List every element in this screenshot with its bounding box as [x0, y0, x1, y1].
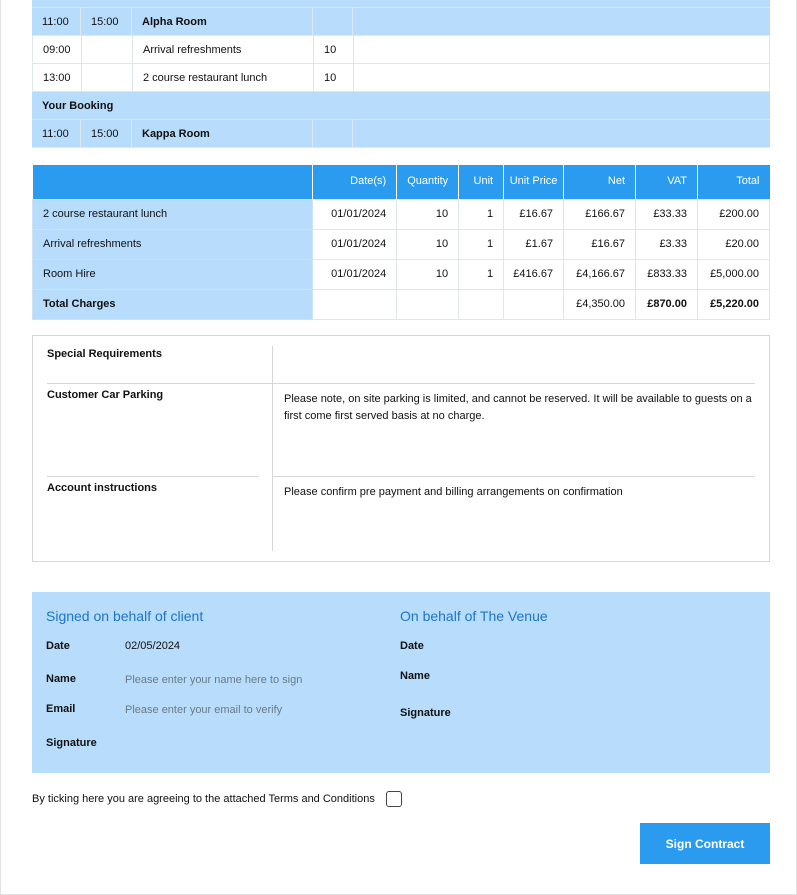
charge-qty: 10 [397, 259, 459, 289]
special-requirements-label: Special Requirements [47, 348, 162, 360]
charge-unit-price: £416.67 [504, 259, 564, 289]
terms-text: By ticking here you are agreeing to the attached Terms and Conditions [32, 793, 375, 805]
charges-header-row [33, 165, 770, 199]
charge-date: 01/01/2024 [313, 199, 397, 229]
signature-panel [32, 592, 770, 773]
room-name: Kappa Room [132, 120, 313, 147]
charge-unit: 1 [459, 259, 504, 289]
car-parking-row [47, 383, 755, 476]
quantity: 10 [314, 36, 354, 63]
charge-total: £200.00 [697, 199, 769, 229]
charge-total: £20.00 [697, 229, 769, 259]
col-header-quantity: Quantity [397, 165, 459, 199]
charge-unit: 1 [459, 199, 504, 229]
date-value: 02/05/2024 [125, 640, 181, 652]
charge-qty: 10 [397, 229, 459, 259]
requirements-box [32, 335, 770, 562]
account-instructions-value: Please confirm pre payment and billing arrangements on confirmation [284, 486, 623, 498]
name-label: Name [46, 673, 76, 685]
charge-item: Arrival refreshments [33, 229, 313, 259]
charge-vat: £833.33 [636, 259, 698, 289]
email-label: Email [46, 703, 76, 715]
start-time: 13:00 [33, 64, 82, 91]
charges-table [32, 165, 770, 320]
end-time: 15:00 [81, 120, 132, 147]
special-requirements-row [47, 336, 755, 383]
charge-unit-price: £1.67 [504, 229, 564, 259]
venue-name-label: Name [400, 670, 430, 682]
client-signature-heading: Signed on behalf of client [46, 608, 204, 624]
sign-contract-button[interactable]: Sign Contract [640, 823, 770, 864]
quantity [313, 8, 353, 35]
col-header-dates: Date(s) [313, 165, 397, 199]
room-name: Alpha Room [132, 8, 313, 35]
account-instructions-row [47, 476, 755, 551]
total-charges-row [33, 289, 770, 319]
account-instructions-label: Account instructions [47, 482, 158, 494]
end-time: 15:00 [81, 8, 132, 35]
terms-checkbox[interactable] [386, 791, 402, 807]
col-header-unit: Unit [459, 165, 504, 199]
charge-unit: 1 [459, 229, 504, 259]
col-header-item [33, 165, 313, 199]
car-parking-label: Customer Car Parking [47, 389, 164, 401]
booking-row [32, 120, 770, 148]
venue-signature-heading: On behalf of The Venue [400, 608, 548, 624]
quantity: 10 [314, 64, 354, 91]
col-header-vat: VAT [636, 165, 698, 199]
email-input[interactable] [125, 702, 355, 718]
special-requirements-value [284, 336, 755, 348]
col-header-net: Net [564, 165, 636, 199]
charge-total: £5,000.00 [697, 259, 769, 289]
signature-label: Signature [46, 737, 97, 749]
charge-item: 2 course restaurant lunch [33, 199, 313, 229]
end-time [82, 36, 133, 63]
start-time: 11:00 [32, 8, 81, 35]
terms-agreement [32, 791, 402, 807]
col-header-total: Total [697, 165, 769, 199]
charge-qty: 10 [397, 199, 459, 229]
total-amount: £5,220.00 [697, 289, 769, 319]
charge-item: Room Hire [33, 259, 313, 289]
schedule-row [32, 64, 770, 92]
item-name: Arrival refreshments [133, 36, 314, 63]
table-row [33, 199, 770, 229]
charge-unit-price: £16.67 [504, 199, 564, 229]
start-time: 11:00 [32, 120, 81, 147]
total-vat: £870.00 [636, 289, 698, 319]
charge-net: £16.67 [564, 229, 636, 259]
schedule-row [32, 36, 770, 64]
table-row [33, 229, 770, 259]
your-booking-heading-row [32, 92, 770, 120]
start-time: 09:00 [33, 36, 82, 63]
total-charges-label: Total Charges [33, 289, 313, 319]
item-name: 2 course restaurant lunch [133, 64, 314, 91]
schedule-row [32, 8, 770, 36]
venue-signature-label: Signature [400, 707, 451, 719]
your-booking-label: Your Booking [42, 99, 114, 112]
charge-net: £166.67 [564, 199, 636, 229]
charge-net: £4,166.67 [564, 259, 636, 289]
col-header-unit-price: Unit Price [504, 165, 564, 199]
total-net: £4,350.00 [564, 289, 636, 319]
date-label: Date [46, 640, 70, 652]
charge-date: 01/01/2024 [313, 229, 397, 259]
charge-vat: £33.33 [636, 199, 698, 229]
venue-date-label: Date [400, 640, 424, 652]
charge-date: 01/01/2024 [313, 259, 397, 289]
schedule-table [32, 0, 770, 148]
car-parking-value: Please note, on site parking is limited, and cannot be reserved. It will be available to guests on a first come first served basis at no charge. [284, 393, 752, 422]
end-time [82, 64, 133, 91]
table-row [33, 259, 770, 289]
charge-vat: £3.33 [636, 229, 698, 259]
name-input[interactable] [125, 672, 355, 688]
